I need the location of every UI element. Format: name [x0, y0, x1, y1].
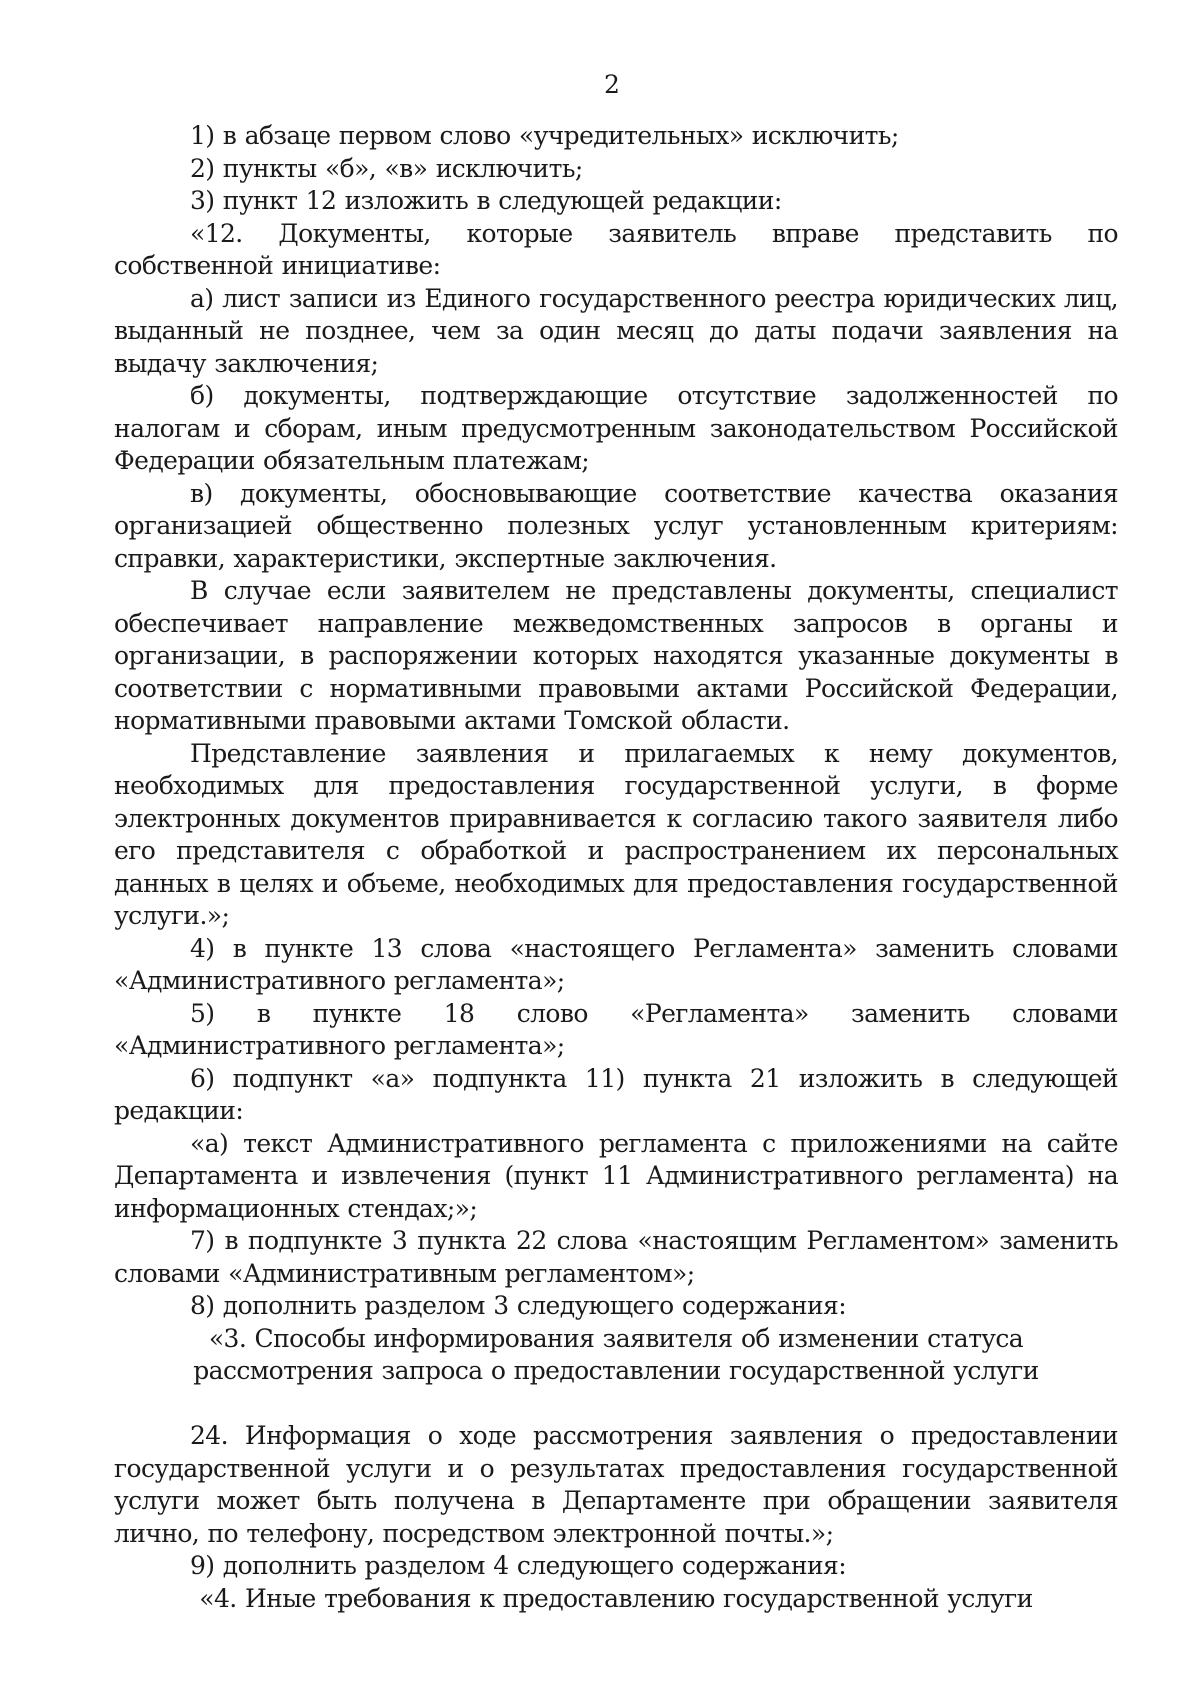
paragraph: 4) в пункте 13 слова «настоящего Регламента» заменить словами «Административного регламента»;	[114, 933, 1118, 995]
paragraph: 5) в пункте 18 слово «Регламента» заменить словами «Административного регламента»;	[114, 998, 1118, 1060]
paragraph: 24. Информация о ходе рассмотрения заявления о предоставлении государственной услуги и о результатах предоставления государственной услуги может быть получена в Департаменте при обращении заявителя лично, по телефону, посредством электронной почты.»;	[114, 1421, 1118, 1548]
paragraph: 2) пункты «б», «в» исключить;	[190, 153, 583, 183]
paragraph: 7) в подпункте 3 пункта 22 слова «настоящим Регламентом» заменить словами «Административным регламентом»;	[114, 1226, 1118, 1288]
paragraph: 9) дополнить разделом 4 следующего содержания:	[190, 1551, 847, 1580]
section-3-heading-line-1: «3. Способы информирования заявителя об изменении статуса	[208, 1323, 1024, 1353]
document-body	[114, 120, 1118, 1615]
paragraph: 6) подпункт «а» подпункта 11) пункта 21 изложить в следующей редакции:	[114, 1063, 1118, 1125]
paragraph: В случае если заявителем не представлены документы, специалист обеспечивает направление межведомственных запросов в органы и организации, в распоряжении которых находятся указанные документы в соответствии с нормативными правовыми актами Российской Федерации, нормативными правовыми актами Томской области.	[114, 576, 1118, 735]
section-3-heading-line-2: рассмотрения запроса о предоставлении государственной услуги	[193, 1356, 1039, 1385]
paragraph: 8) дополнить разделом 3 следующего содержания:	[190, 1291, 847, 1320]
paragraph: «12. Документы, которые заявитель вправе представить по собственной инициативе:	[114, 218, 1118, 280]
paragraph: Представление заявления и прилагаемых к нему документов, необходимых для предоставления государственной услуги, в форме электронных документов приравнивается к согласию такого заявителя либо его представителя с обработкой и распространением их персональных данных в целях и объеме, необходимых для предоставления государственной услуги.»;	[114, 738, 1118, 930]
paragraph: «а) текст Административного регламента с приложениями на сайте Департамента и извлечения (пункт 11 Административного регламента) на информационных стендах;»;	[114, 1128, 1118, 1223]
paragraph: в) документы, обосновывающие соответствие качества оказания организацией общественно полезных услуг установленным критериям: справки, характеристики, экспертные заключения.	[114, 478, 1118, 573]
paragraph: б) документы, подтверждающие отсутствие задолженностей по налогам и сборам, иным предусмотренным законодательством Российской Федерации обязательным платежам;	[114, 381, 1118, 475]
blank-line	[114, 1388, 1118, 1421]
page-number: 2	[604, 70, 620, 99]
paragraph: 3) пункт 12 изложить в следующей редакции:	[190, 186, 782, 215]
section-4-heading: «4. Иные требования к предоставлению государственной услуги	[199, 1583, 1033, 1613]
paragraph: а) лист записи из Единого государственного реестра юридических лиц, выданный не позднее, чем за один месяц до даты подачи заявления на выдачу заключения;	[114, 283, 1118, 378]
paragraph: 1) в абзаце первом слово «учредительных» исключить;	[190, 121, 899, 150]
